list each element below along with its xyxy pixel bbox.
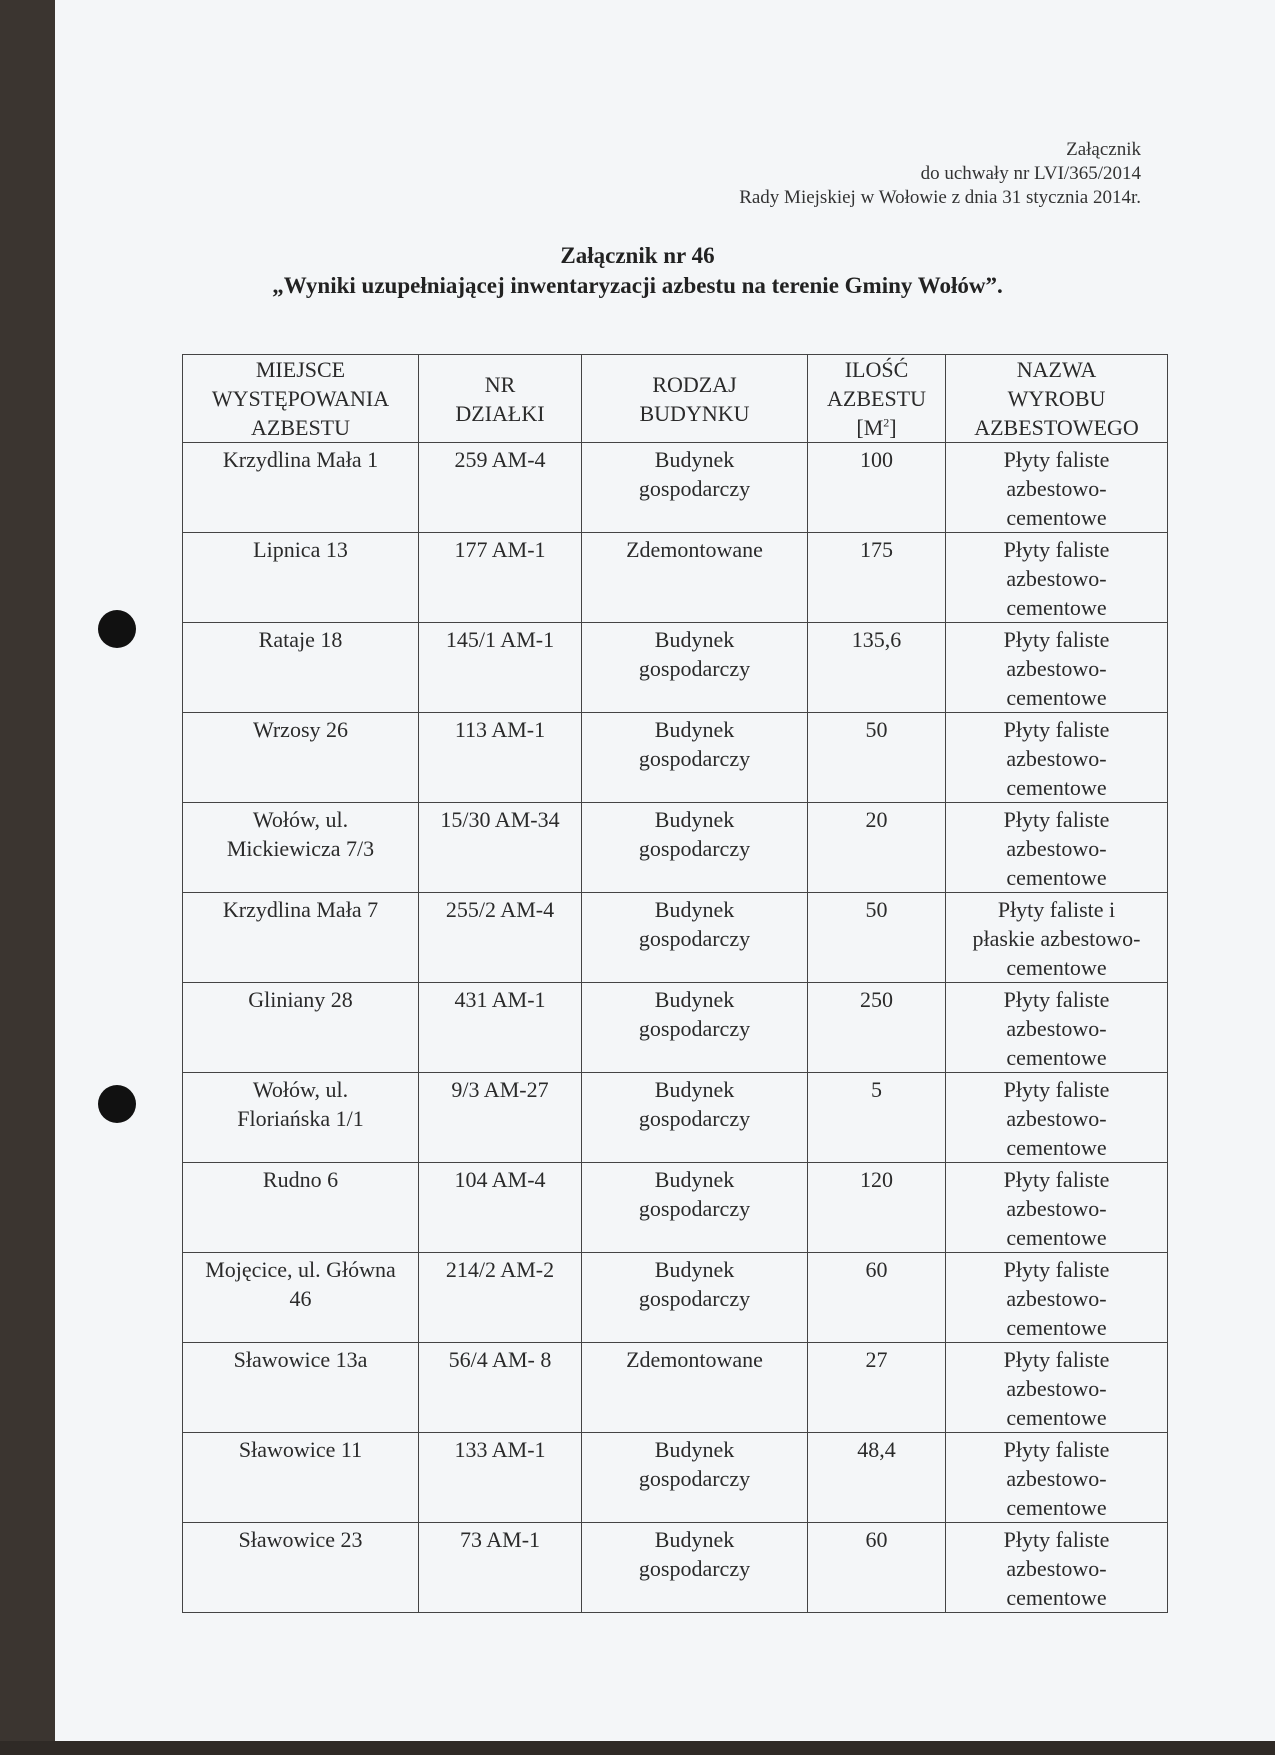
cell-location: Krzydlina Mała 1	[183, 443, 419, 533]
cell-product: Płyty faliste i płaskie azbestowo- cementowe	[946, 893, 1168, 983]
cell-building: Budynek gospodarczy	[582, 893, 808, 983]
cell-product: Płyty faliste azbestowo- cementowe	[946, 443, 1168, 533]
header-plot-number: NR DZIAŁKI	[419, 355, 582, 443]
punch-hole-bottom	[98, 1085, 136, 1123]
cell-building: Budynek gospodarczy	[582, 1073, 808, 1163]
cell-building: Budynek gospodarczy	[582, 1253, 808, 1343]
cell-product: Płyty faliste azbestowo- cementowe	[946, 713, 1168, 803]
cell-location: Sławowice 11	[183, 1433, 419, 1523]
cell-location: Wrzosy 26	[183, 713, 419, 803]
cell-plot: 259 AM-4	[419, 443, 582, 533]
cell-product: Płyty faliste azbestowo- cementowe	[946, 1073, 1168, 1163]
cell-amount: 27	[808, 1343, 946, 1433]
table-header-row	[183, 355, 1168, 443]
cell-amount: 50	[808, 893, 946, 983]
cell-building: Zdemontowane	[582, 1343, 808, 1433]
cell-amount: 175	[808, 533, 946, 623]
cell-plot: 73 AM-1	[419, 1523, 582, 1613]
table-row	[183, 713, 1168, 803]
cell-amount: 135,6	[808, 623, 946, 713]
cell-building: Budynek gospodarczy	[582, 803, 808, 893]
cell-amount: 20	[808, 803, 946, 893]
header-asbestos-amount	[808, 355, 946, 443]
cell-location: Rudno 6	[183, 1163, 419, 1253]
cell-building: Budynek gospodarczy	[582, 1523, 808, 1613]
cell-product: Płyty faliste azbestowo- cementowe	[946, 1523, 1168, 1613]
cell-location: Mojęcice, ul. Główna 46	[183, 1253, 419, 1343]
cell-product: Płyty faliste azbestowo- cementowe	[946, 1253, 1168, 1343]
cell-building: Zdemontowane	[582, 533, 808, 623]
header-location: MIEJSCE WYSTĘPOWANIA AZBESTU	[183, 355, 419, 443]
table-row	[183, 803, 1168, 893]
cell-amount: 120	[808, 1163, 946, 1253]
table-row	[183, 1163, 1168, 1253]
cell-location: Rataje 18	[183, 623, 419, 713]
cell-location: Gliniany 28	[183, 983, 419, 1073]
cell-plot: 431 AM-1	[419, 983, 582, 1073]
cell-plot: 104 AM-4	[419, 1163, 582, 1253]
cell-amount: 60	[808, 1523, 946, 1613]
cell-plot: 177 AM-1	[419, 533, 582, 623]
table-row	[183, 623, 1168, 713]
table-row	[183, 983, 1168, 1073]
cell-location: Sławowice 23	[183, 1523, 419, 1613]
table-row	[183, 1073, 1168, 1163]
cell-product: Płyty faliste azbestowo- cementowe	[946, 1433, 1168, 1523]
cell-amount: 5	[808, 1073, 946, 1163]
cell-product: Płyty faliste azbestowo- cementowe	[946, 983, 1168, 1073]
scan-bottom-edge	[0, 1741, 1275, 1755]
header-amount-text: ILOŚĆ AZBESTU [M	[827, 357, 926, 440]
cell-product: Płyty faliste azbestowo- cementowe	[946, 533, 1168, 623]
document-title	[0, 241, 1275, 301]
cell-location: Wołów, ul. Mickiewicza 7/3	[183, 803, 419, 893]
cell-product: Płyty faliste azbestowo- cementowe	[946, 1343, 1168, 1433]
title-line-2: „Wyniki uzupełniającej inwentaryzacji azbestu na terenie Gminy Wołów”.	[272, 273, 1003, 298]
table-row	[183, 893, 1168, 983]
header-building-type: RODZAJ BUDYNKU	[582, 355, 808, 443]
cell-amount: 48,4	[808, 1433, 946, 1523]
attachment-header	[739, 138, 1141, 210]
title-line-1: Załącznik nr 46	[560, 243, 715, 268]
cell-plot: 145/1 AM-1	[419, 623, 582, 713]
cell-building: Budynek gospodarczy	[582, 443, 808, 533]
cell-building: Budynek gospodarczy	[582, 983, 808, 1073]
header-amount-close: ]	[889, 415, 897, 440]
cell-building: Budynek gospodarczy	[582, 1433, 808, 1523]
header-line-2: do uchwały nr LVI/365/2014	[920, 163, 1141, 184]
header-line-3: Rady Miejskiej w Wołowie z dnia 31 stycznia 2014r.	[739, 187, 1141, 208]
table-row	[183, 443, 1168, 533]
table-row	[183, 1523, 1168, 1613]
cell-amount: 50	[808, 713, 946, 803]
cell-plot: 9/3 AM-27	[419, 1073, 582, 1163]
cell-amount: 100	[808, 443, 946, 533]
cell-building: Budynek gospodarczy	[582, 713, 808, 803]
table-row	[183, 1253, 1168, 1343]
asbestos-inventory-table	[182, 354, 1168, 1613]
cell-location: Sławowice 13a	[183, 1343, 419, 1433]
cell-plot: 255/2 AM-4	[419, 893, 582, 983]
punch-hole-top	[98, 610, 136, 648]
cell-plot: 56/4 AM- 8	[419, 1343, 582, 1433]
cell-location: Wołów, ul. Floriańska 1/1	[183, 1073, 419, 1163]
cell-product: Płyty faliste azbestowo- cementowe	[946, 803, 1168, 893]
header-amount-superscript: 2	[883, 415, 890, 430]
cell-plot: 15/30 AM-34	[419, 803, 582, 893]
cell-location: Lipnica 13	[183, 533, 419, 623]
cell-location: Krzydlina Mała 7	[183, 893, 419, 983]
header-product-name: NAZWA WYROBU AZBESTOWEGO	[946, 355, 1168, 443]
cell-amount: 250	[808, 983, 946, 1073]
cell-product: Płyty faliste azbestowo- cementowe	[946, 1163, 1168, 1253]
cell-building: Budynek gospodarczy	[582, 623, 808, 713]
header-line-1: Załącznik	[1066, 139, 1141, 160]
table-row	[183, 1343, 1168, 1433]
cell-building: Budynek gospodarczy	[582, 1163, 808, 1253]
table-row	[183, 1433, 1168, 1523]
cell-plot: 133 AM-1	[419, 1433, 582, 1523]
cell-product: Płyty faliste azbestowo- cementowe	[946, 623, 1168, 713]
cell-amount: 60	[808, 1253, 946, 1343]
cell-plot: 214/2 AM-2	[419, 1253, 582, 1343]
cell-plot: 113 AM-1	[419, 713, 582, 803]
table-row	[183, 533, 1168, 623]
